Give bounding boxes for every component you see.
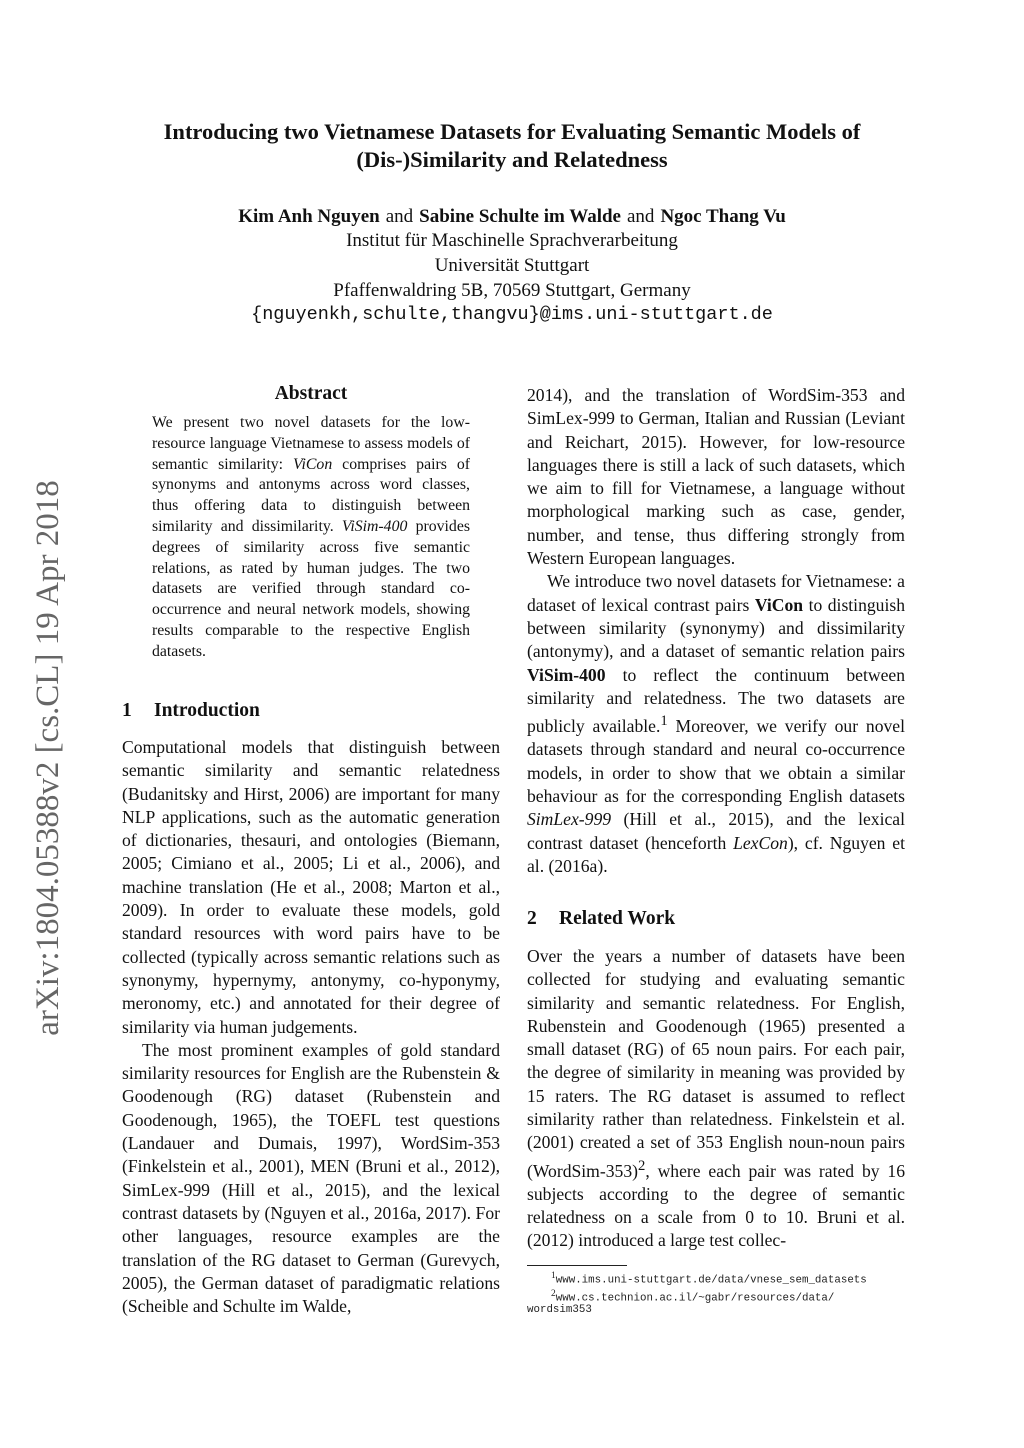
- text-span: Over the years a number of datasets have been collected for studying and evaluating semantic similarity and semantic relatedness. For English, Rubenstein and Goodenough (1965) presented a small dataset (RG) of 65 noun pairs. For each pair, the degree of similarity in meaning was provided by 15 raters. The RG dataset is assumed to reflect similarity rather than relatedness. Finkelstein et al. (2001) created a set of 353 English noun-noun pairs (WordSim-353): [527, 946, 905, 1181]
- dataset-name-vicon: ViCon: [754, 594, 804, 615]
- footnote-marker[interactable]: 2: [637, 1157, 646, 1174]
- abstract-text: provides degrees of similarity across five semantic relations, as rated by human judges. The two datasets are verified through standard co-occurrence and neural network models, showing results comparable to the respective English datasets.: [152, 517, 470, 660]
- affiliation-university: Universität Stuttgart: [434, 255, 590, 276]
- section-heading-introduction: [122, 700, 260, 722]
- paragraph: The most prominent examples of gold standard similarity resources for English are the Rubenstein & Goodenough (RG) dataset (Rubenstein and Goodenough, 1965), the TOEFL test questions (Landauer and Dumais, 1997), WordSim-353 (Finkelstein et al., 2001), MEN (Bruni et al., 2012), SimLex-999 (Hill et al., 2015), and the lexical contrast datasets by (Nguyen et al., 2016a, 2017). For other languages, resource examples are the translation of the RG dataset to German (Gurevych, 2005), the German dataset of paradigmatic relations (Scheible and Schulte im Walde,: [122, 1039, 500, 1317]
- footnote-2-continued[interactable]: wordsim353: [527, 1304, 592, 1316]
- dataset-name-visim: ViSim-400: [527, 664, 606, 685]
- text-span: Moreover, we verify our novel datasets through standard and neural co-occurrence models, in order to show that we obtain a similar behaviour as for the corresponding English datasets: [527, 716, 905, 806]
- text-span: ), cf. Nguyen et al. (2016a).: [527, 832, 905, 876]
- author-2: Sabine Schulte im Walde: [419, 206, 621, 227]
- related-work-body: [527, 945, 905, 1253]
- paragraph: Computational models that distinguish between semantic similarity and semantic relatedness (Budanitsky and Hirst, 2006) are important for many NLP applications, such as the automatic generation of dictionaries, thesauri, and ontologies (Biemann, 2005; Cimiano et al., 2005; Li et al., 2006), and machine translation (He et al., 2008; Marton et al., 2009). In order to evaluate these models, gold standard resources with word pairs have to be collected (typically across semantic relations such as synonymy, hypernymy, antonymy, co-hyponymy, meronomy, etc.) and annotated for their degree of similarity via human judgements.: [122, 737, 500, 1037]
- abstract-body: [152, 413, 470, 663]
- section-title: Introduction: [154, 700, 260, 721]
- author-conjunction: and: [385, 206, 414, 227]
- paper-title: [110, 118, 914, 174]
- paragraph: 2014), and the translation of WordSim-353 and SimLex-999 to German, Italian and Russian (Leviant and Reichart, 2015). However, for low-resource languages there is still a lack of such datasets, which we aim to fill for Vietnamese, a language without morphological marking such as case, gender, number, and tense, thus differing strongly from Western European languages.: [527, 385, 905, 569]
- section-title: Related Work: [559, 908, 676, 929]
- text-span: We introduce two novel datasets for Vietnamese: a dataset of lexical contrast pairs: [527, 571, 905, 615]
- footnote-1: [527, 1269, 941, 1289]
- section-number: 2: [527, 908, 537, 929]
- right-column-body: [527, 384, 905, 878]
- author-emails[interactable]: {nguyenkh,schulte,thangvu}@ims.uni-stuttgart.de: [251, 304, 773, 325]
- text-span: (Hill et al., 2015), and the lexical contrast dataset (henceforth: [527, 809, 905, 853]
- author-list: [110, 205, 914, 229]
- footnote-number: 2: [551, 1289, 556, 1299]
- affiliation-address: Pfaffenwaldring 5B, 70569 Stuttgart, Germany: [333, 280, 691, 301]
- affiliation-institute: Institut für Maschinelle Sprachverarbeitung: [346, 230, 678, 251]
- footnote-url[interactable]: www.ims.uni-stuttgart.de/data/vnese_sem_datasets: [555, 1274, 867, 1287]
- abstract-text: We present two novel datasets for the low-resource language Vietnamese to assess models of semantic similarity:: [152, 414, 470, 473]
- arxiv-identifier: arXiv:1804.05388v2 [cs.CL] 19 Apr 2018: [30, 480, 66, 1036]
- footnote-url[interactable]: www.cs.technion.ac.il/~gabr/resources/data/: [555, 1292, 835, 1305]
- dataset-name-simlex: SimLex-999: [527, 809, 612, 830]
- paragraph: [527, 945, 905, 1253]
- author-3: Ngoc Thang Vu: [660, 206, 786, 227]
- title-line-1: Introducing two Vietnamese Datasets for Evaluating Semantic Models of: [163, 119, 861, 144]
- dataset-name-visim: ViSim-400: [341, 517, 408, 535]
- footnote-number: 1: [551, 1271, 556, 1281]
- text-span: to distinguish between similarity (synonymy) and dissimilarity (antonymy), and a dataset of semantic relation pairs: [527, 594, 905, 662]
- section-heading-related-work: [527, 908, 675, 930]
- text-span: to reflect the continuum between similarity and relatedness. The two datasets are publicly available.: [527, 664, 905, 737]
- title-line-2: (Dis-)Similarity and Relatedness: [356, 147, 668, 172]
- left-column-body: [122, 736, 500, 1318]
- paragraph: [527, 570, 905, 878]
- author-1: Kim Anh Nguyen: [238, 206, 380, 227]
- footnote-divider: [527, 1265, 627, 1266]
- footnote-marker[interactable]: 1: [660, 713, 668, 730]
- dataset-name-vicon: ViCon: [293, 455, 333, 473]
- abstract-heading: Abstract: [274, 383, 348, 404]
- section-number: 1: [122, 700, 132, 721]
- text-span: , where each pair was rated by 16 subjects according to the degree of semantic relatedness on a scale from 0 to 10. Bruni et al. (2012) introduced a large test collec-: [527, 1160, 905, 1251]
- abstract-text: comprises pairs of synonyms and antonyms across word classes, thus offering data to distinguish between similarity and dissimilarity.: [152, 455, 471, 535]
- author-conjunction: and: [627, 206, 655, 227]
- dataset-name-lexcon: LexCon: [733, 832, 788, 853]
